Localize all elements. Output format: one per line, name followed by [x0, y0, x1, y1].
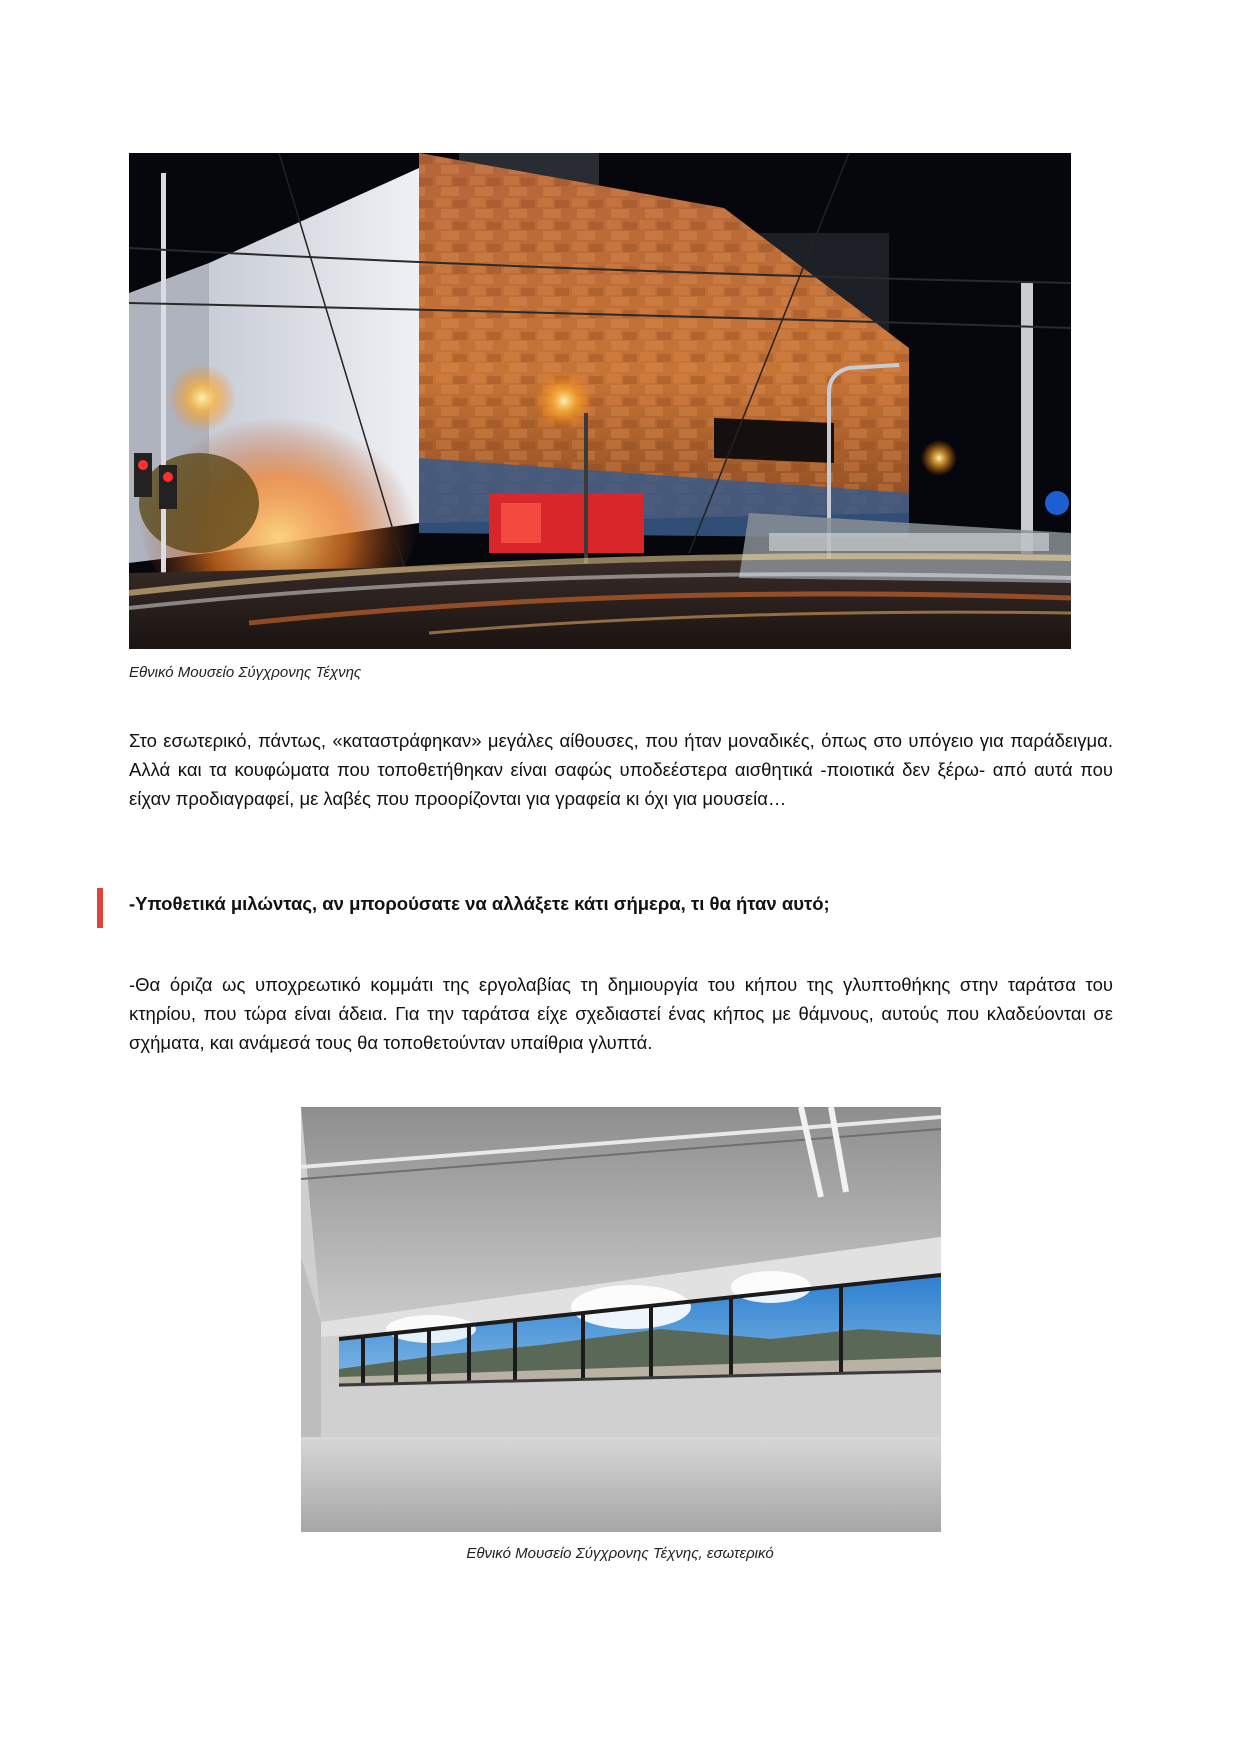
body-paragraph-interior: Στο εσωτερικό, πάντως, «καταστράφηκαν» μεγάλες αίθουσες, που ήταν μοναδικές, όπως στο υπόγειο για παράδειγμα. Αλλά και τα κουφώματα που τοποθετήθηκαν είναι σαφώς υποδεέστερα αισθητικά -ποιοτικά δεν ξέρω- από αυτά που είχαν προδιαγραφεί, με λαβές που προορίζονται για γραφεία κι όχι για μουσεία… — [129, 730, 1113, 809]
body-paragraph-answer: -Θα όριζα ως υποχρεωτικό κομμάτι της εργολαβίας τη δημιουργία του κήπου της γλυπτοθήκης στην ταράτσα του κτηρίου, που τώρα είναι άδεια. Για την ταράτσα είχε σχεδιαστεί ένας κήπος με θάμνους, αυτούς που κλαδεύονται σε σχήματα, και ανάμεσά τους θα τοποθετούνταν υπαίθρια γλυπτά. — [129, 974, 1113, 1053]
museum-exterior-photo — [129, 153, 1071, 649]
figure-caption-exterior: Εθνικό Μουσείο Σύγχρονης Τέχνης — [129, 664, 362, 681]
figure-caption-interior: Εθνικό Μουσείο Σύγχρονης Τέχνης, εσωτερικό — [466, 1545, 774, 1562]
question-accent-bar — [97, 888, 103, 928]
interview-question: -Υποθετικά μιλώντας, αν μπορούσατε να αλλάξετε κάτι σήμερα, τι θα ήταν αυτό; — [129, 893, 830, 914]
museum-interior-photo — [301, 1107, 941, 1532]
